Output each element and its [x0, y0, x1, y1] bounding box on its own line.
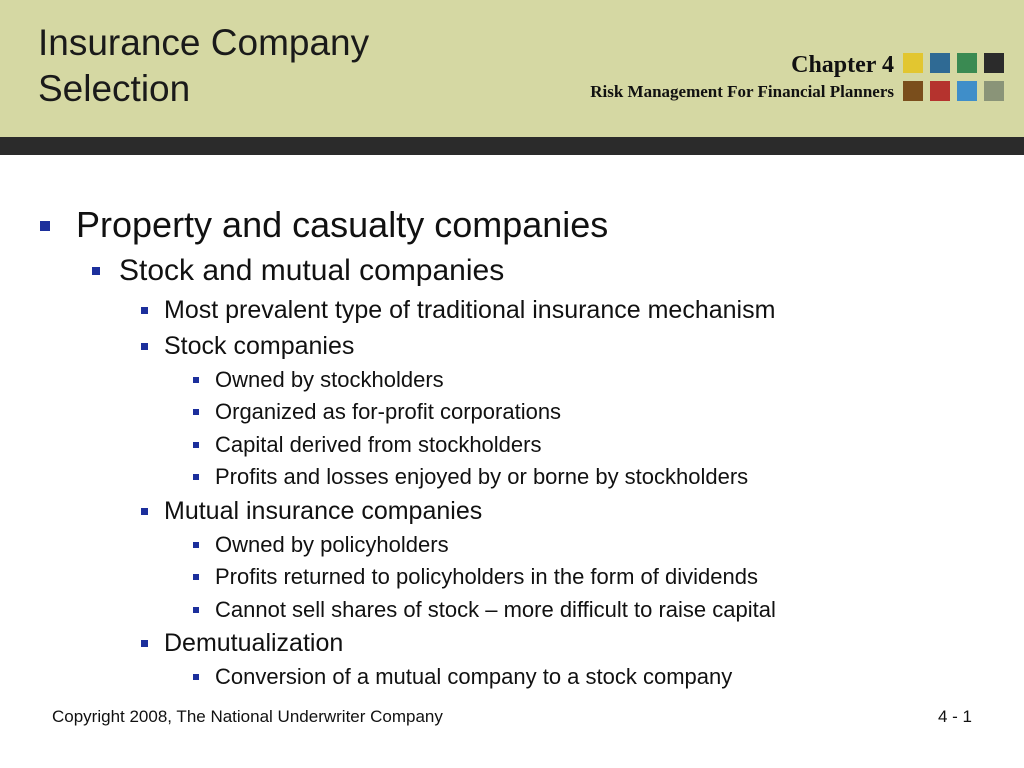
bullet-text: Capital derived from stockholders — [215, 432, 542, 457]
square-bullet-icon — [141, 307, 148, 314]
title-line-2: Selection — [38, 68, 191, 109]
square-bullet-icon — [141, 508, 148, 515]
bullet-text: Stock and mutual companies — [119, 254, 505, 287]
square-bullet-icon — [193, 409, 199, 415]
bullet-item — [193, 597, 776, 623]
square-bullet-icon — [193, 474, 199, 480]
footer-copyright: Copyright 2008, The National Underwriter Company — [52, 707, 443, 726]
bullet-text: Cannot sell shares of stock – more difficult to raise capital — [215, 597, 776, 622]
bullet-text: Profits and losses enjoyed by or borne by stockholders — [215, 464, 749, 489]
bullet-item — [193, 367, 444, 393]
square-bullet-icon — [193, 674, 199, 680]
bullet-item — [141, 629, 343, 658]
bullet-text: Organized as for-profit corporations — [215, 399, 562, 424]
bullet-item — [193, 532, 449, 558]
square-bullet-icon — [193, 607, 199, 613]
bullet-text: Owned by stockholders — [215, 367, 444, 392]
square-bullet-icon — [193, 542, 199, 548]
bullet-text: Mutual insurance companies — [164, 497, 483, 525]
bullet-text: Owned by policyholders — [215, 532, 449, 557]
square-bullet-icon — [92, 267, 100, 275]
bullet-item — [193, 664, 732, 690]
square-bullet-icon — [141, 343, 148, 350]
chapter-label: Chapter 4 — [791, 52, 894, 78]
bullet-item — [193, 432, 541, 458]
bullet-item — [193, 464, 748, 490]
bullet-item — [141, 497, 482, 526]
chapter-subtitle: Risk Management For Financial Planners — [590, 82, 894, 101]
square-bullet-icon — [193, 442, 199, 448]
bullet-text: Conversion of a mutual company to a stock company — [215, 664, 733, 689]
bullet-text: Profits returned to policyholders in the form of dividends — [215, 564, 758, 589]
bullet-item — [92, 254, 504, 288]
bullet-item — [193, 399, 561, 425]
bullet-text: Demutualization — [164, 629, 344, 657]
bullet-item — [40, 204, 608, 246]
bullet-text: Property and casualty companies — [76, 204, 609, 245]
title-line-1: Insurance Company — [38, 22, 370, 63]
footer-page-number: 4 - 1 — [937, 707, 972, 726]
square-bullet-icon — [40, 221, 50, 231]
square-bullet-icon — [141, 640, 148, 647]
bullet-item — [141, 332, 354, 361]
bullet-text: Most prevalent type of traditional insurance mechanism — [164, 296, 776, 324]
square-bullet-icon — [193, 377, 199, 383]
bullet-item — [141, 296, 775, 325]
bullet-text: Stock companies — [164, 332, 355, 360]
square-bullet-icon — [193, 574, 199, 580]
bullet-item — [193, 564, 758, 590]
